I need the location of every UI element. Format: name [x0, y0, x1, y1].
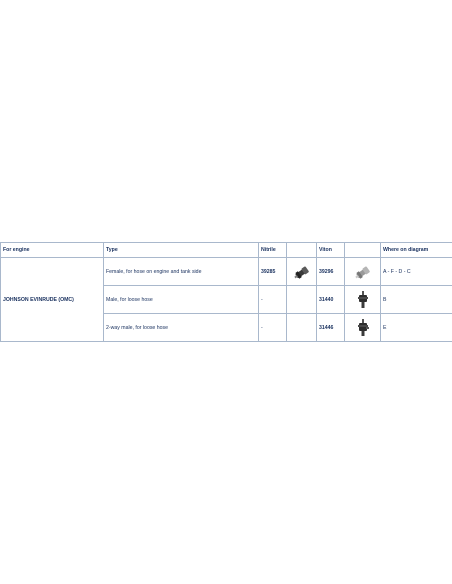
type-cell: 2-way male, for loose hose [104, 314, 259, 342]
nitrile-part-number: 39285 [259, 258, 287, 286]
nitrile-image-cell [287, 314, 317, 342]
diagram-location: E [381, 314, 452, 342]
header-engine: For engine [1, 243, 104, 258]
parts-table [0, 242, 452, 342]
header-diagram: Where on diagram [381, 243, 452, 258]
header-type: Type [104, 243, 259, 258]
header-nitrile: Nitrile [259, 243, 287, 258]
type-cell: Female, for hose on engine and tank side [104, 258, 259, 286]
two-way-male-connector-icon [357, 319, 369, 336]
viton-image-cell [345, 286, 381, 314]
header-viton-image [345, 243, 381, 258]
table-row [1, 258, 452, 286]
diagram-location: B [381, 286, 452, 314]
viton-part-number: 31446 [317, 314, 345, 342]
type-cell: Male, for loose hose [104, 286, 259, 314]
female-connector-icon [354, 264, 372, 280]
nitrile-image-cell [287, 258, 317, 286]
nitrile-image-cell [287, 286, 317, 314]
nitrile-part-number: - [259, 286, 287, 314]
diagram-location: A - F - D - C [381, 258, 452, 286]
nitrile-part-number: - [259, 314, 287, 342]
header-nitrile-image [287, 243, 317, 258]
female-connector-icon [293, 264, 311, 280]
header-row [1, 243, 452, 258]
header-viton: Viton [317, 243, 345, 258]
viton-part-number: 39296 [317, 258, 345, 286]
male-connector-icon [357, 291, 369, 308]
engine-name: JOHNSON EVINRUDE (OMC) [1, 258, 104, 342]
viton-image-cell [345, 258, 381, 286]
viton-image-cell [345, 314, 381, 342]
viton-part-number: 31440 [317, 286, 345, 314]
